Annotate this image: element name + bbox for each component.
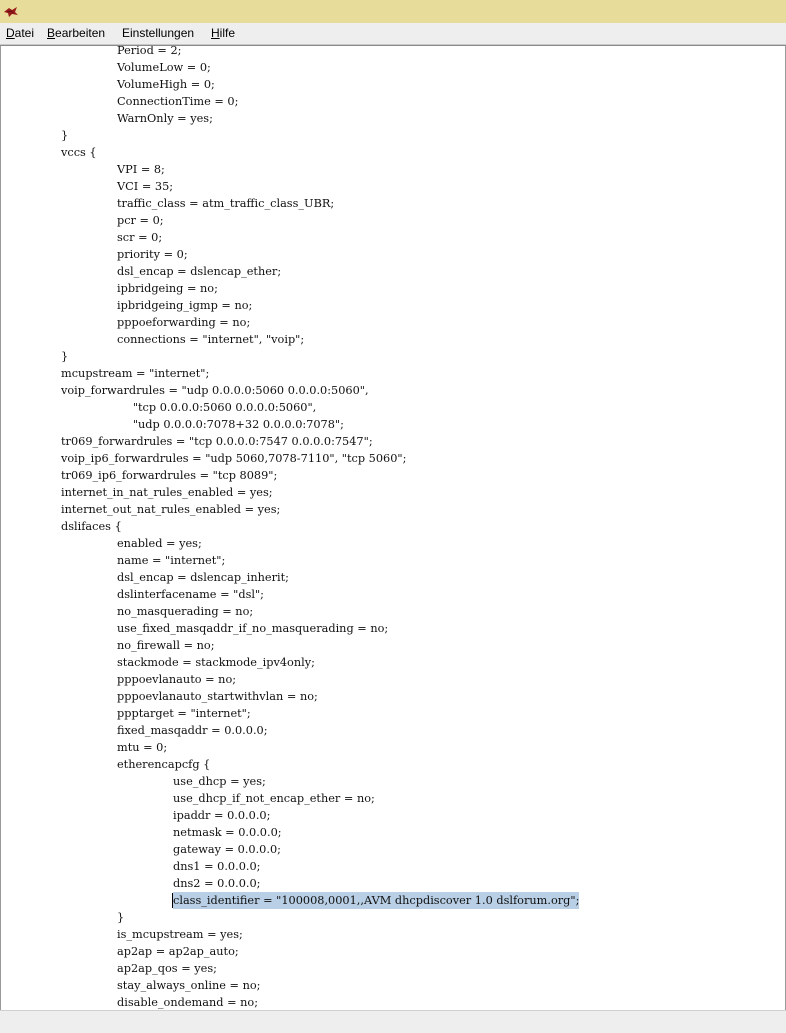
menu-datei[interactable] [6, 25, 34, 42]
code-line[interactable] [1, 314, 785, 331]
menu-label: ilfe [219, 26, 236, 40]
code-line-text: ipbridgeing = no; [117, 282, 218, 295]
code-line[interactable] [1, 841, 785, 858]
code-line-text: ipaddr = 0.0.0.0; [173, 809, 271, 822]
code-line-text: vccs { [61, 146, 97, 159]
code-line[interactable] [1, 161, 785, 178]
code-line[interactable] [1, 909, 785, 926]
code-line-text: connections = "internet", "voip"; [117, 333, 305, 346]
code-line[interactable] [1, 773, 785, 790]
code-line-text: ap2ap_qos = yes; [117, 962, 217, 975]
code-line[interactable] [1, 127, 785, 144]
code-line-text: stackmode = stackmode_ipv4only; [117, 656, 315, 669]
code-line[interactable] [1, 229, 785, 246]
code-line[interactable] [1, 484, 785, 501]
code-line[interactable] [1, 977, 785, 994]
code-line[interactable] [1, 195, 785, 212]
status-bar [0, 1010, 786, 1033]
code-line-text: VolumeHigh = 0; [117, 78, 215, 91]
code-line-text: scr = 0; [117, 231, 163, 244]
code-line[interactable] [1, 416, 785, 433]
code-line-text: ppptarget = "internet"; [117, 707, 251, 720]
code-line[interactable] [1, 756, 785, 773]
code-line-text: mtu = 0; [117, 741, 168, 754]
code-line-text: gateway = 0.0.0.0; [173, 843, 281, 856]
code-line[interactable] [1, 739, 785, 756]
code-line[interactable] [1, 552, 785, 569]
code-line[interactable] [1, 348, 785, 365]
code-line-text: } [61, 129, 69, 142]
code-line[interactable] [1, 365, 785, 382]
code-line-text: dslifaces { [61, 520, 122, 533]
code-line[interactable] [1, 654, 785, 671]
code-line-text: internet_out_nat_rules_enabled = yes; [61, 503, 281, 516]
menu-mnemonic: B [47, 26, 56, 40]
menu-bar [0, 23, 786, 45]
code-line-text: } [61, 350, 69, 363]
code-line[interactable] [1, 688, 785, 705]
code-line[interactable] [1, 280, 785, 297]
code-line-text: tr069_ip6_forwardrules = "tcp 8089"; [61, 469, 278, 482]
menu-label: Einstellungen [122, 26, 195, 40]
code-line[interactable] [1, 671, 785, 688]
code-line[interactable] [1, 93, 785, 110]
code-line[interactable] [1, 603, 785, 620]
code-line[interactable] [1, 212, 785, 229]
code-line-text: voip_ip6_forwardrules = "udp 5060,7078-7110", "tcp 5060"; [61, 452, 407, 465]
code-line-text: WarnOnly = yes; [117, 112, 213, 125]
code-line[interactable] [1, 110, 785, 127]
code-line-text: name = "internet"; [117, 554, 226, 567]
code-line[interactable] [1, 382, 785, 399]
code-line-text: use_dhcp = yes; [173, 775, 266, 788]
code-line[interactable] [1, 144, 785, 161]
code-line[interactable] [1, 501, 785, 518]
code-line-text: pppoevlanauto = no; [117, 673, 237, 686]
code-line-text: pppoeforwarding = no; [117, 316, 251, 329]
code-line[interactable] [1, 535, 785, 552]
menu-bearbeiten[interactable] [47, 25, 105, 42]
code-line-text: no_masquerading = no; [117, 605, 254, 618]
code-line[interactable] [1, 297, 785, 314]
text-caret [172, 893, 173, 908]
code-line-text: pcr = 0; [117, 214, 164, 227]
code-line[interactable] [1, 433, 785, 450]
code-line-text: use_fixed_masqaddr_if_no_masquerading = no; [117, 622, 389, 635]
code-line-text: fixed_masqaddr = 0.0.0.0; [117, 724, 268, 737]
code-line[interactable] [1, 994, 785, 1011]
code-line[interactable] [1, 569, 785, 586]
menu-label: atei [14, 26, 35, 40]
menu-mnemonic: D [6, 26, 15, 40]
code-line-text: "tcp 0.0.0.0:5060 0.0.0.0:5060", [61, 401, 317, 414]
code-line-text: tr069_forwardrules = "tcp 0.0.0.0:7547 0.0.0.0:7547"; [61, 435, 373, 448]
title-bar[interactable] [0, 0, 786, 23]
app-icon [3, 5, 19, 17]
code-line[interactable] [1, 926, 785, 943]
menu-label: earbeiten [55, 26, 106, 40]
code-line-text: disable_ondemand = no; [117, 996, 259, 1009]
code-line[interactable] [1, 246, 785, 263]
code-line[interactable] [1, 637, 785, 654]
code-line-text: is_mcupstream = yes; [117, 928, 243, 941]
code-line-text: use_dhcp_if_not_encap_ether = no; [173, 792, 375, 805]
code-line[interactable] [1, 76, 785, 93]
code-line-text: priority = 0; [117, 248, 188, 261]
code-line[interactable] [1, 586, 785, 603]
code-line-text: internet_in_nat_rules_enabled = yes; [61, 486, 273, 499]
code-line-text: enabled = yes; [117, 537, 202, 550]
code-line[interactable] [1, 960, 785, 977]
code-line[interactable] [1, 722, 785, 739]
code-line-text: "udp 0.0.0.0:7078+32 0.0.0.0:7078"; [61, 418, 344, 431]
code-line-text: stay_always_online = no; [117, 979, 261, 992]
code-line-text: VolumeLow = 0; [117, 61, 211, 74]
code-lines [1, 45, 785, 1011]
code-line-text: traffic_class = atm_traffic_class_UBR; [117, 197, 335, 210]
menu-einstellungen[interactable] [122, 25, 194, 42]
code-line[interactable] [1, 790, 785, 807]
menu-mnemonic: H [211, 26, 220, 40]
code-line[interactable] [1, 824, 785, 841]
code-line-text: } [117, 911, 125, 924]
code-line[interactable] [1, 943, 785, 960]
code-line[interactable] [1, 705, 785, 722]
code-line-text: VCI = 35; [117, 180, 174, 193]
code-line-text: voip_forwardrules = "udp 0.0.0.0:5060 0.0.0.0:5060", [61, 384, 369, 397]
menu-hilfe[interactable] [211, 25, 235, 42]
code-line-text: netmask = 0.0.0.0; [173, 826, 282, 839]
code-line-text: ipbridgeing_igmp = no; [117, 299, 253, 312]
code-line[interactable] [1, 518, 785, 535]
code-line[interactable] [1, 263, 785, 280]
code-line-text: dslinterfacename = "dsl"; [117, 588, 264, 601]
selected-code-line[interactable] [1, 892, 785, 909]
code-line[interactable] [1, 331, 785, 348]
code-line-text: VPI = 8; [117, 163, 165, 176]
code-line-text: ap2ap = ap2ap_auto; [117, 945, 239, 958]
code-line-text: no_firewall = no; [117, 639, 215, 652]
code-line-text: dsl_encap = dslencap_inherit; [117, 571, 289, 584]
code-line[interactable] [1, 399, 785, 416]
code-line[interactable] [1, 59, 785, 76]
code-line[interactable] [1, 467, 785, 484]
code-line[interactable] [1, 45, 785, 59]
code-line[interactable] [1, 450, 785, 467]
code-line-text: Period = 2; [117, 45, 182, 57]
code-line[interactable] [1, 807, 785, 824]
code-line[interactable] [1, 858, 785, 875]
code-line-text: dns1 = 0.0.0.0; [173, 860, 261, 873]
code-line-text: dsl_encap = dslencap_ether; [117, 265, 282, 278]
code-line-text: ConnectionTime = 0; [117, 95, 239, 108]
code-line-text: dns2 = 0.0.0.0; [173, 877, 261, 890]
code-line-text: pppoevlanauto_startwithvlan = no; [117, 690, 318, 703]
code-line-text: etherencapcfg { [117, 758, 211, 771]
code-line[interactable] [1, 875, 785, 892]
code-line-text: mcupstream = "internet"; [61, 367, 210, 380]
code-line[interactable] [1, 178, 785, 195]
text-editor[interactable] [0, 45, 786, 1011]
code-line[interactable] [1, 620, 785, 637]
code-line-text: class_identifier = "100008,0001,,AVM dhcpdiscover 1.0 dslforum.org"; [173, 894, 580, 907]
